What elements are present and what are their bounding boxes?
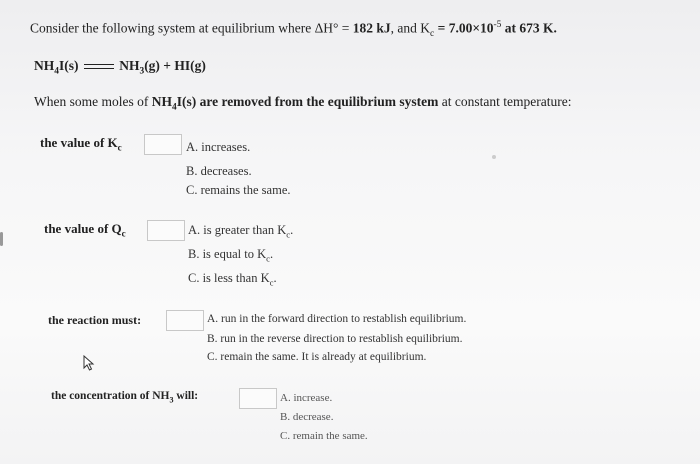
q2-option-c: C. is less than $K_c$. — [188, 271, 277, 288]
q4-label: the concentration of $NH_3$ will: — [51, 390, 199, 405]
q3-option-c: C. remain the same. It is already at equilibrium. — [207, 351, 427, 363]
q3-answer-input[interactable] — [166, 310, 204, 331]
q1-option-a: A. increases. — [186, 140, 251, 154]
q2-option-a: A. is greater than $K_c$. — [188, 223, 294, 240]
question-header: Consider the following system at equilibrium where ΔH° = 182 kJ, and $K_c = 7.00\times 10^{-5}$ at 673 K. — [30, 20, 557, 40]
reaction-equation: $NH_4I(s) NH_3(g) + HI(g)$ — [34, 58, 206, 77]
mouse-cursor-icon — [83, 355, 97, 371]
q3-option-a: A. run in the forward direction to restablish equilibrium. — [207, 313, 467, 325]
q1-option-c: C. remains the same. — [186, 183, 291, 197]
equilibrium-arrow-icon — [84, 62, 114, 72]
q2-answer-input[interactable] — [147, 220, 185, 241]
q4-answer-input[interactable] — [239, 388, 277, 409]
q4-option-c: C. remain the same. — [280, 430, 368, 442]
q3-label: the reaction must: — [48, 313, 142, 327]
q1-answer-input[interactable] — [144, 134, 182, 155]
intro-text: When some moles of $NH_4I(s)$ are removed from the equilibrium system at constant temperature: — [34, 94, 572, 113]
q4-option-a: A. increase. — [280, 392, 333, 404]
window-edge-marker — [0, 232, 3, 246]
q1-option-b: B. decreases. — [186, 164, 252, 178]
q2-option-b: B. is equal to $K_c$. — [188, 247, 274, 264]
q1-label: the value of $K_c$ — [40, 135, 122, 153]
q4-option-b: B. decrease. — [280, 411, 334, 423]
q3-option-b: B. run in the reverse direction to restablish equilibrium. — [207, 333, 463, 345]
q2-label: the value of $Q_c$ — [44, 221, 126, 239]
decorative-dot — [492, 155, 496, 159]
